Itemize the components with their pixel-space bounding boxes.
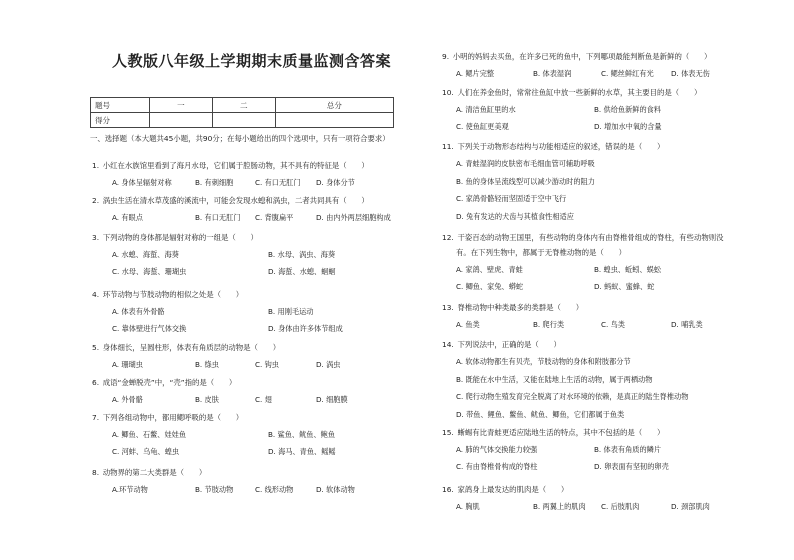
score-table <box>90 97 394 128</box>
question-stem: 6. 成语“金蝉脱壳”中，“壳”指的是（ ） <box>92 378 237 387</box>
answer-option: D. 身体由许多体节组成 <box>268 324 343 333</box>
table-row <box>91 98 394 113</box>
answer-option: D. 软体动物 <box>316 485 355 494</box>
answer-option: A. 珊瑚虫 <box>112 360 143 369</box>
answer-option: A. 有眼点 <box>112 213 143 222</box>
answer-option: C. 有由脊椎骨构成的脊柱 <box>456 462 538 471</box>
question-stem: 8. 动物界的第二大类群是（ ） <box>92 468 207 477</box>
answer-option: D. 细胞膜 <box>316 395 348 404</box>
answer-option: C. 使鱼缸更美观 <box>456 122 509 131</box>
answer-option: B. 皮肤 <box>195 395 219 404</box>
question-stem: 15. 蜥蜴有比青蛙更适应陆地生活的特点，其中不包括的是（ ） <box>442 428 665 437</box>
answer-option: B. 绦虫 <box>195 360 219 369</box>
table-cell: 总分 <box>275 98 393 113</box>
answer-option: B. 有刺细胞 <box>195 178 234 187</box>
table-cell: 二 <box>212 98 275 113</box>
answer-option: D. 增加水中氧的含量 <box>594 122 662 131</box>
answer-option: A. 鳃片完整 <box>456 69 495 78</box>
answer-option: D. 蚂蚁、蜜蜂、蛇 <box>594 282 655 291</box>
answer-option: C. 河蚌、乌龟、蝗虫 <box>112 447 180 456</box>
question-stem: 4. 环节动物与节肢动物的相似之处是（ ） <box>92 290 244 299</box>
answer-option: A. 水螅、海蜇、海葵 <box>112 250 179 259</box>
question-stem: 13. 脊椎动物中种类最多的类群是（ ） <box>442 303 584 312</box>
answer-option: C. 线形动物 <box>255 485 294 494</box>
answer-option: B. 水母、涡虫、海葵 <box>268 250 336 259</box>
answer-option: D. 由内外两层细胞构成 <box>316 213 391 222</box>
table-cell: 题号 <box>91 98 150 113</box>
question-stem: 11. 下列关于动物形态结构与功能相适应的叙述，错误的是（ ） <box>442 142 665 151</box>
answer-option: B. 节肢动物 <box>195 485 234 494</box>
answer-option: B. 体表有角质的鳞片 <box>594 445 662 454</box>
answer-option: B. 鲨鱼、鱿鱼、鲍鱼 <box>268 430 336 439</box>
answer-option: B. 既能在水中生活，又能在陆地上生活的动物，属于两栖动物 <box>456 374 653 384</box>
answer-option: B. 供给鱼新鲜的食料 <box>594 105 662 114</box>
answer-option: C. 爬行动物生殖发育完全脱离了对水环境的依赖，是真正的陆生脊椎动物 <box>456 392 689 401</box>
answer-option: A. 鲫鱼、石鳖、娃娃鱼 <box>112 430 187 439</box>
answer-option: C. 钩虫 <box>255 360 279 369</box>
question-stem: 9. 小明的妈妈去买鱼，在许多已死的鱼中，下列哪项最能判断鱼是新鲜的（ ） <box>442 52 712 61</box>
answer-option: D. 涡虫 <box>316 360 341 369</box>
answer-option: B. 鱼的身体呈流线型可以减少游动时的阻力 <box>456 176 595 186</box>
question-stem: 1. 小红在水族馆里看到了海月水母，它们属于腔肠动物，其不具有的特征是（ ） <box>92 161 369 170</box>
question-stem: 2. 涡虫生活在清水草茂盛的溪流中，可能会发现水螅和涡虫，二者共同具有（ ） <box>92 196 369 205</box>
answer-option: C. 有口无肛门 <box>255 178 301 187</box>
table-cell <box>275 113 393 128</box>
answer-option: A. 外骨骼 <box>112 395 143 404</box>
table-cell: 得分 <box>91 113 150 128</box>
answer-option: A. 胸肌 <box>456 502 480 511</box>
page-title: 人教版八年级上学期期末质量监测含答案 <box>112 52 392 70</box>
answer-option: D. 兔有发达的犬齿与其植食性相适应 <box>456 211 574 221</box>
answer-option: B. 用刚毛运动 <box>268 307 314 316</box>
question-stem: 10. 人们在养金鱼时，常常往鱼缸中放一些新鲜的水草，其主要目的是（ ） <box>442 88 702 97</box>
answer-option: B. 爬行类 <box>533 320 565 329</box>
question-stem: 14. 下列说法中，正确的是（ ） <box>442 340 561 349</box>
answer-option: C. 鳃丝鲜红有光 <box>601 69 654 78</box>
answer-option: A. 清洁鱼缸里的水 <box>456 105 516 114</box>
answer-option: D. 体表无伤 <box>671 69 710 78</box>
answer-option: B. 有口无肛门 <box>195 213 241 222</box>
answer-option: C. 鲫鱼、家兔、蟒蛇 <box>456 282 524 291</box>
answer-option: C. 翅 <box>255 395 272 404</box>
answer-option: B. 蝗虫、蚯蚓、蜈蚣 <box>594 265 662 274</box>
table-cell: 一 <box>150 98 213 113</box>
question-stem: 5. 身体细长，呈圆柱形，体表有角质层的动物是（ ） <box>92 343 281 352</box>
answer-option: D. 颈部肌肉 <box>671 502 710 511</box>
question-stem: 12. 干姿百态的动物王国里，有些动物的身体内有由脊椎骨组成的脊柱，有些动物则没 <box>442 233 724 242</box>
section-heading: 一、选择题（本大题共45小题，共90分；在每小题给出的四个选项中，只有一项符合要求） <box>90 134 390 143</box>
answer-option: D. 海蜇、水螅、蛔蛔 <box>268 267 336 276</box>
answer-option: A. 家鸽、壁虎、青蛙 <box>456 265 523 274</box>
question-stem: 有。在下列生物中，都属于无脊椎动物的是（ ） <box>456 248 626 257</box>
answer-option: C. 水母、海蜇、珊瑚虫 <box>112 267 187 276</box>
answer-option: A. 鱼类 <box>456 320 480 329</box>
answer-option: B. 两翼上的肌肉 <box>533 502 586 511</box>
answer-option: C. 靠体壁进行气体交换 <box>112 324 187 333</box>
answer-option: A. 体表有外骨骼 <box>112 307 165 316</box>
answer-option: A. 肺的气体交换能力较强 <box>456 445 538 454</box>
answer-option: A. 青蛙湿润的皮肤密布毛细血管可辅助呼吸 <box>456 159 595 168</box>
answer-option: C. 家鸽骨骼轻而坚固适于空中飞行 <box>456 194 567 203</box>
question-stem: 7. 下列各组动物中，都用鳃呼吸的是（ ） <box>92 413 244 422</box>
answer-option: A.环节动物 <box>112 485 148 494</box>
answer-option: D. 海马、青鱼、鳐鳐 <box>268 447 336 456</box>
answer-option: D. 身体分节 <box>316 178 355 187</box>
table-cell <box>150 113 213 128</box>
answer-option: A. 身体呈辐射对称 <box>112 178 172 187</box>
answer-option: D. 卵表面有坚韧的卵壳 <box>594 462 669 471</box>
answer-option: C. 后肢肌肉 <box>601 502 640 511</box>
table-cell <box>212 113 275 128</box>
answer-option: D. 带鱼、鲤鱼、鳖鱼、鱿鱼、鲫鱼，它们都属于鱼类 <box>456 409 625 419</box>
answer-option: C. 背腹扁平 <box>255 213 294 222</box>
table-row <box>91 113 394 128</box>
answer-option: D. 哺乳类 <box>671 320 703 329</box>
question-stem: 3. 下列动物的身体都是辐射对称的一组是（ ） <box>92 233 258 242</box>
answer-option: C. 鸟类 <box>601 320 625 329</box>
answer-option: A. 软体动物都生有贝壳，节肢动物的身体和附肢都分节 <box>456 357 631 366</box>
answer-option: B. 体表湿润 <box>533 69 572 78</box>
question-stem: 16. 家鸽身上最发达的肌肉是（ ） <box>442 485 569 494</box>
